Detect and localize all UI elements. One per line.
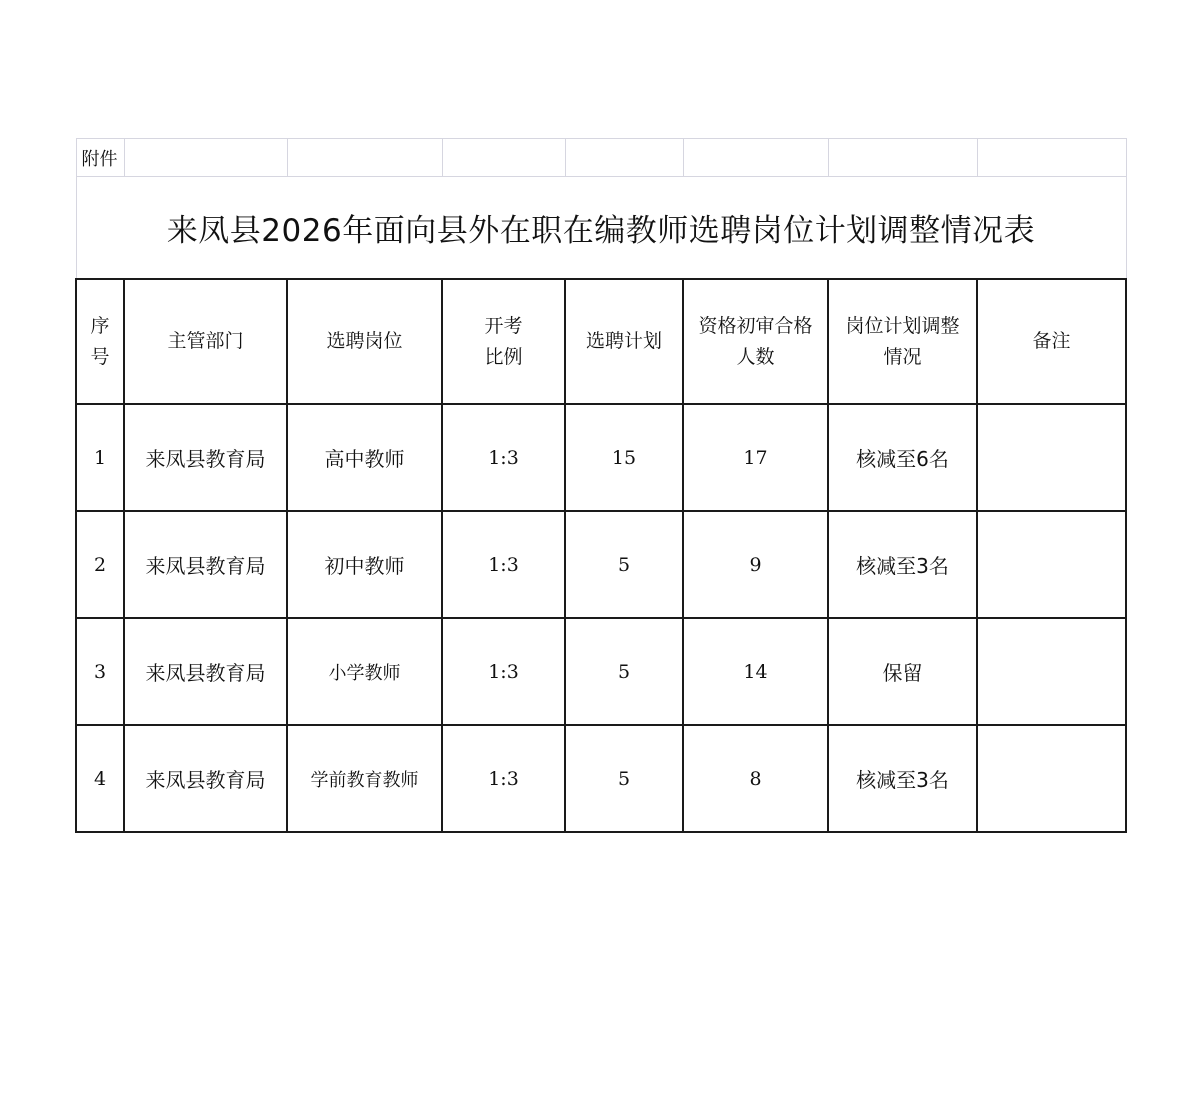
adjustment-table xyxy=(75,138,1127,833)
table-row xyxy=(76,511,1126,618)
attachment-label: 附件 xyxy=(76,139,124,177)
cell-department: 来凤县教育局 xyxy=(124,725,287,832)
header-department: 主管部门 xyxy=(124,279,287,404)
header-plan: 选聘计划 xyxy=(565,279,683,404)
cell-qualified: 17 xyxy=(683,404,828,511)
header-qualified-line1: 资格初审合格 xyxy=(698,314,813,337)
empty-cell xyxy=(683,139,828,177)
header-adjustment-line1: 岗位计划调整 xyxy=(845,314,960,337)
cell-ratio: 1:3 xyxy=(442,511,565,618)
cell-remark xyxy=(977,618,1126,725)
cell-position: 高中教师 xyxy=(287,404,442,511)
header-ratio xyxy=(442,279,565,404)
cell-qualified: 8 xyxy=(683,725,828,832)
cell-department: 来凤县教育局 xyxy=(124,618,287,725)
header-ratio-line1: 开考 xyxy=(484,314,523,337)
empty-cell xyxy=(124,139,287,177)
cell-remark xyxy=(977,725,1126,832)
cell-ratio: 1:3 xyxy=(442,725,565,832)
empty-cell xyxy=(828,139,977,177)
cell-seq: 1 xyxy=(76,404,124,511)
header-adjustment xyxy=(828,279,977,404)
cell-position: 学前教育教师 xyxy=(287,725,442,832)
table-row xyxy=(76,618,1126,725)
cell-adjustment: 核减至3名 xyxy=(828,725,977,832)
header-seq-line2: 号 xyxy=(90,345,110,368)
header-qualified-line2: 人数 xyxy=(736,345,775,368)
cell-qualified: 14 xyxy=(683,618,828,725)
header-ratio-line2: 比例 xyxy=(484,345,523,368)
title-row xyxy=(76,177,1126,280)
header-row xyxy=(76,279,1126,404)
header-adjustment-line2: 情况 xyxy=(883,345,922,368)
cell-position: 初中教师 xyxy=(287,511,442,618)
header-position: 选聘岗位 xyxy=(287,279,442,404)
cell-plan: 5 xyxy=(565,511,683,618)
cell-ratio: 1:3 xyxy=(442,618,565,725)
empty-cell xyxy=(565,139,683,177)
title-cell xyxy=(76,177,1126,280)
cell-seq: 3 xyxy=(76,618,124,725)
cell-remark xyxy=(977,511,1126,618)
empty-cell xyxy=(287,139,442,177)
cell-seq: 2 xyxy=(76,511,124,618)
cell-adjustment: 核减至3名 xyxy=(828,511,977,618)
header-seq xyxy=(76,279,124,404)
empty-cell xyxy=(977,139,1126,177)
table-row xyxy=(76,725,1126,832)
cell-ratio: 1:3 xyxy=(442,404,565,511)
cell-plan: 5 xyxy=(565,618,683,725)
cell-remark xyxy=(977,404,1126,511)
table-row xyxy=(76,404,1126,511)
header-seq-line1: 序 xyxy=(90,314,110,337)
cell-department: 来凤县教育局 xyxy=(124,404,287,511)
cell-department: 来凤县教育局 xyxy=(124,511,287,618)
cell-adjustment: 核减至6名 xyxy=(828,404,977,511)
cell-position: 小学教师 xyxy=(287,618,442,725)
cell-adjustment: 保留 xyxy=(828,618,977,725)
header-remark: 备注 xyxy=(977,279,1126,404)
header-qualified xyxy=(683,279,828,404)
cell-seq: 4 xyxy=(76,725,124,832)
cell-qualified: 9 xyxy=(683,511,828,618)
cell-plan: 15 xyxy=(565,404,683,511)
empty-cell xyxy=(442,139,565,177)
attachment-row xyxy=(76,139,1126,177)
cell-plan: 5 xyxy=(565,725,683,832)
page-title: 来凤县2026年面向县外在职在编教师选聘岗位计划调整情况表 xyxy=(166,213,1036,249)
